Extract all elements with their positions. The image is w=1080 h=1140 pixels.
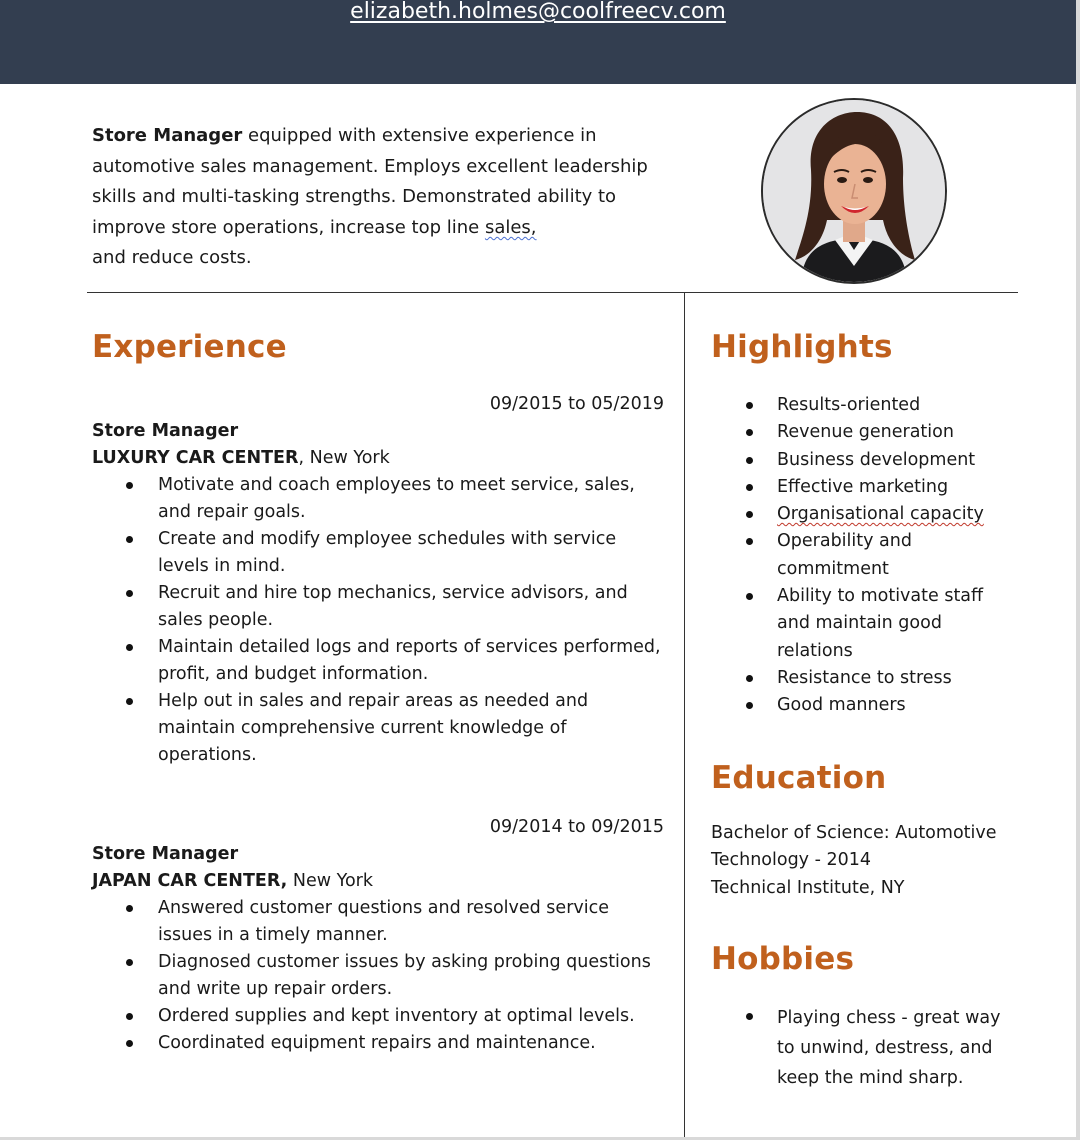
education-details — [711, 820, 1031, 902]
hobbies-heading: Hobbies — [711, 941, 855, 977]
spellcheck-flagged-word: sales, — [484, 216, 537, 238]
job-duties — [92, 472, 664, 769]
education-heading: Education — [711, 760, 887, 796]
list-item: Business development — [711, 447, 1011, 474]
company-name: JAPAN CAR CENTER, — [92, 871, 288, 891]
summary-role: Store Manager — [92, 125, 243, 146]
list-item: Diagnosed customer issues by asking probing questions and write up repair orders. — [92, 949, 664, 1003]
list-item: Results-oriented — [711, 392, 1011, 419]
job-title: Store Manager — [92, 844, 239, 864]
job-entry-2 — [92, 814, 664, 1057]
list-item: Motivate and coach employees to meet service, sales, and repair goals. — [92, 472, 664, 526]
degree-year: Technology - 2014 — [711, 850, 872, 871]
horizontal-divider — [87, 292, 1018, 293]
summary-line-1 — [92, 121, 672, 152]
company-location: , New York — [298, 448, 390, 468]
profile-photo — [761, 98, 947, 284]
list-item: Operability and commitment — [711, 528, 1011, 583]
job-title: Store Manager — [92, 421, 239, 441]
list-item: Revenue generation — [711, 419, 1011, 446]
list-item: Answered customer questions and resolved service issues in a timely manner. — [92, 895, 664, 949]
list-item — [711, 501, 1011, 528]
list-item: Recruit and hire top mechanics, service advisors, and sales people. — [92, 580, 664, 634]
highlights-list — [711, 392, 1011, 720]
degree: Bachelor of Science: Automotive — [711, 823, 997, 843]
summary-line-4-text: improve store operations, increase top line — [92, 216, 485, 238]
job-dates: 09/2014 to 09/2015 — [489, 817, 664, 837]
list-item: Maintain detailed logs and reports of services performed, profit, and budget information. — [92, 634, 664, 688]
job-company — [92, 868, 664, 895]
highlights-heading: Highlights — [711, 329, 893, 365]
list-item: Help out in sales and repair areas as needed and maintain comprehensive current knowledge of operations. — [92, 688, 664, 769]
summary-line-5: and reduce costs. — [92, 247, 252, 269]
list-item: Ordered supplies and kept inventory at optimal levels. — [92, 1003, 664, 1030]
job-entry-1 — [92, 391, 664, 769]
job-duties — [92, 895, 664, 1057]
company-name: LUXURY CAR CENTER — [92, 448, 299, 468]
list-item: Effective marketing — [711, 474, 1011, 501]
summary-line-3: skills and multi-tasking strengths. Demonstrated ability to — [92, 186, 617, 208]
list-item: Good manners — [711, 692, 1011, 719]
vertical-divider — [684, 293, 685, 1137]
company-location: New York — [287, 871, 373, 891]
email-link[interactable]: elizabeth.holmes@coolfreecv.com — [350, 0, 726, 24]
hobbies-list — [711, 1003, 1011, 1093]
experience-heading: Experience — [92, 329, 287, 365]
job-company — [92, 445, 664, 472]
list-item: Playing chess - great way to unwind, destress, and keep the mind sharp. — [711, 1003, 1011, 1093]
summary-line-2: automotive sales management. Employs excellent leadership — [92, 155, 648, 177]
list-item: Coordinated equipment repairs and maintenance. — [92, 1030, 664, 1057]
list-item: Ability to motivate staff and maintain good relations — [711, 583, 1011, 665]
profile-summary — [92, 121, 672, 274]
summary-line-1-text: equipped with extensive experience in — [242, 125, 597, 146]
header-band — [0, 0, 1076, 84]
institution: Technical Institute, NY — [711, 877, 905, 898]
portrait-illustration — [763, 100, 945, 282]
summary-line-4 — [92, 213, 672, 244]
job-dates: 09/2015 to 05/2019 — [489, 394, 664, 414]
list-item: Resistance to stress — [711, 665, 1011, 692]
list-item: Create and modify employee schedules with service levels in mind. — [92, 526, 664, 580]
spellcheck-flagged-item: Organisational capacity — [777, 504, 984, 525]
